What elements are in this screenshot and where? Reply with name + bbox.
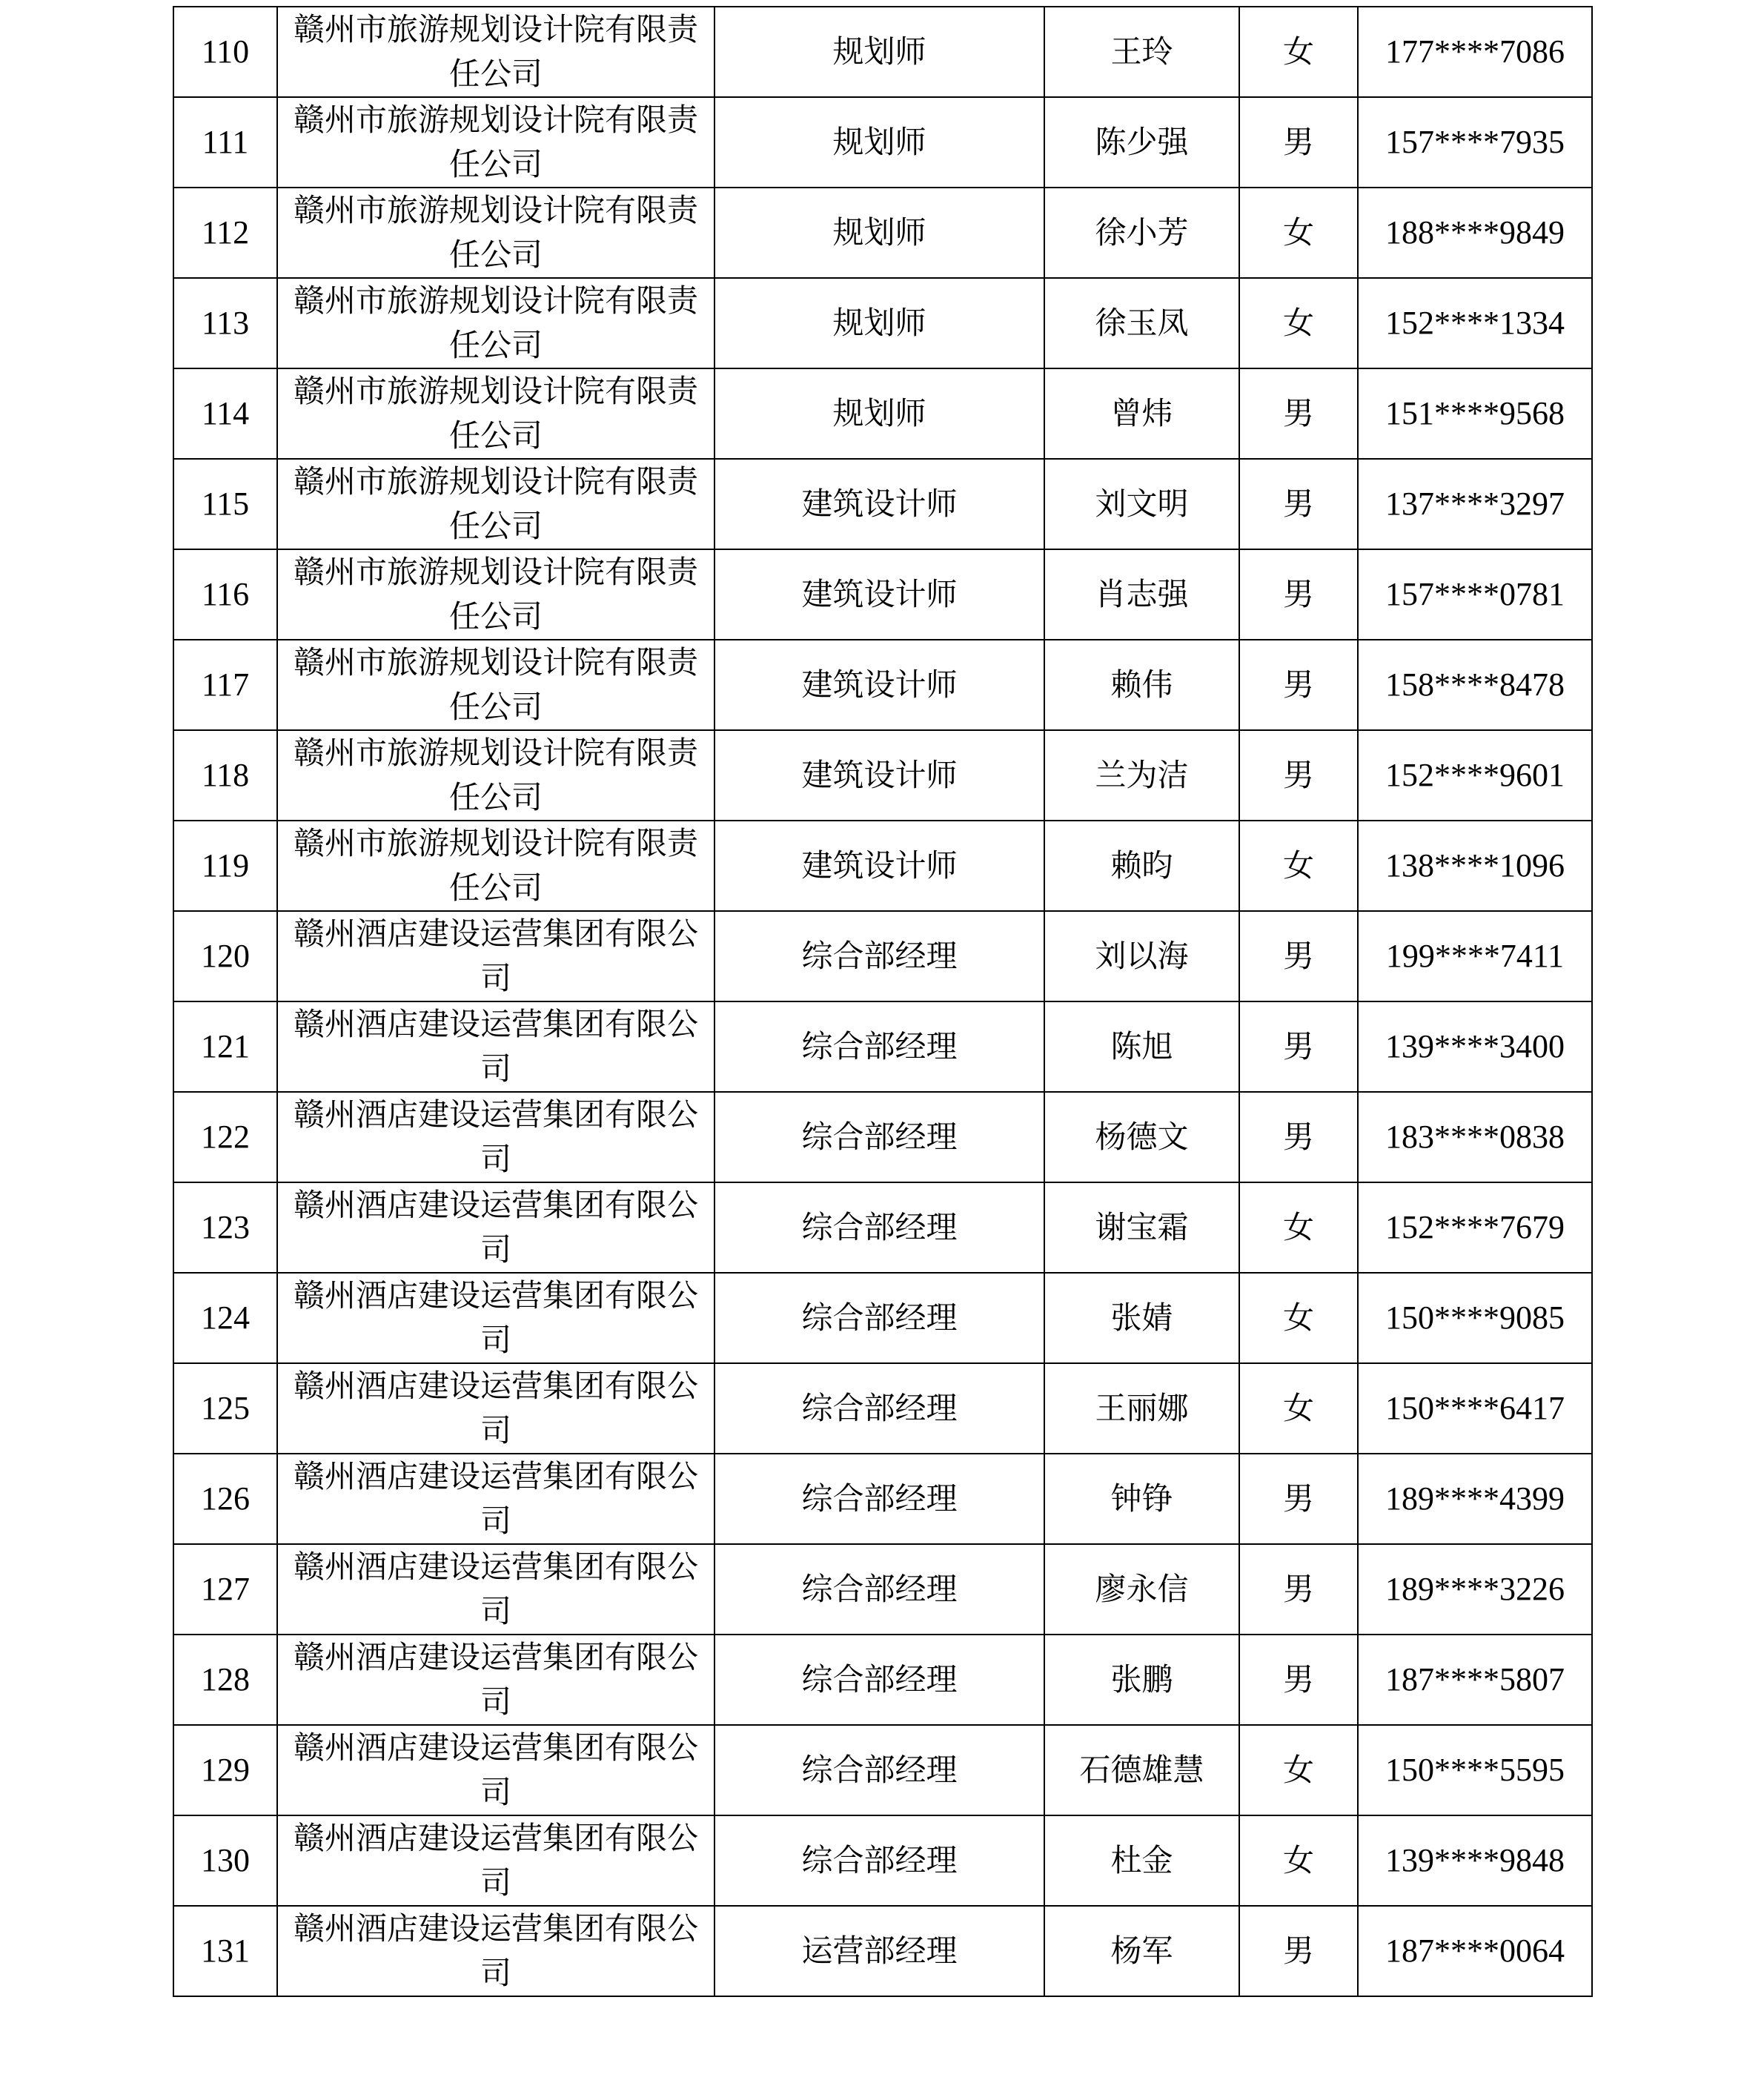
person-name: 谢宝霜: [1044, 1182, 1239, 1273]
table-row: [173, 97, 1592, 188]
phone-number: 152****1334: [1358, 278, 1592, 368]
position-title: 综合部经理: [714, 1815, 1044, 1906]
phone-number: 187****5807: [1358, 1635, 1592, 1725]
employer-name: 赣州酒店建设运营集团有限公司: [277, 1544, 714, 1635]
person-name: 杨军: [1044, 1906, 1239, 1996]
employer-name: 赣州酒店建设运营集团有限公司: [277, 1906, 714, 1996]
gender: 女: [1239, 1273, 1358, 1363]
phone-number: 150****6417: [1358, 1363, 1592, 1454]
position-title: 综合部经理: [714, 1363, 1044, 1454]
employer-name: 赣州酒店建设运营集团有限公司: [277, 911, 714, 1001]
table-row: [173, 459, 1592, 549]
position-title: 综合部经理: [714, 1092, 1044, 1182]
row-number: 124: [173, 1273, 277, 1363]
employer-name: 赣州酒店建设运营集团有限公司: [277, 1001, 714, 1092]
gender: 男: [1239, 1454, 1358, 1544]
person-name: 王丽娜: [1044, 1363, 1239, 1454]
row-number: 117: [173, 640, 277, 730]
person-name: 兰为洁: [1044, 730, 1239, 821]
person-name: 刘文明: [1044, 459, 1239, 549]
table-row: [173, 1906, 1592, 1996]
phone-number: 150****5595: [1358, 1725, 1592, 1815]
employer-name: 赣州市旅游规划设计院有限责任公司: [277, 7, 714, 97]
employer-name: 赣州酒店建设运营集团有限公司: [277, 1363, 714, 1454]
phone-number: 183****0838: [1358, 1092, 1592, 1182]
person-name: 刘以海: [1044, 911, 1239, 1001]
gender: 女: [1239, 1815, 1358, 1906]
phone-number: 157****0781: [1358, 549, 1592, 640]
table-row: [173, 640, 1592, 730]
table-row: [173, 549, 1592, 640]
row-number: 115: [173, 459, 277, 549]
row-number: 111: [173, 97, 277, 188]
table-row: [173, 911, 1592, 1001]
employer-name: 赣州酒店建设运营集团有限公司: [277, 1273, 714, 1363]
row-number: 129: [173, 1725, 277, 1815]
gender: 女: [1239, 1725, 1358, 1815]
table-row: [173, 1725, 1592, 1815]
position-title: 建筑设计师: [714, 821, 1044, 911]
position-title: 规划师: [714, 368, 1044, 459]
employer-name: 赣州酒店建设运营集团有限公司: [277, 1092, 714, 1182]
row-number: 118: [173, 730, 277, 821]
row-number: 116: [173, 549, 277, 640]
person-name: 王玲: [1044, 7, 1239, 97]
person-name: 曾炜: [1044, 368, 1239, 459]
gender: 男: [1239, 1906, 1358, 1996]
roster-table: [173, 6, 1593, 1997]
phone-number: 158****8478: [1358, 640, 1592, 730]
person-name: 徐玉凤: [1044, 278, 1239, 368]
person-name: 廖永信: [1044, 1544, 1239, 1635]
gender: 男: [1239, 730, 1358, 821]
employer-name: 赣州酒店建设运营集团有限公司: [277, 1454, 714, 1544]
person-name: 石德雄慧: [1044, 1725, 1239, 1815]
person-name: 杨德文: [1044, 1092, 1239, 1182]
row-number: 128: [173, 1635, 277, 1725]
table-row: [173, 730, 1592, 821]
person-name: 陈旭: [1044, 1001, 1239, 1092]
table-row: [173, 278, 1592, 368]
employer-name: 赣州酒店建设运营集团有限公司: [277, 1725, 714, 1815]
phone-number: 157****7935: [1358, 97, 1592, 188]
position-title: 综合部经理: [714, 1001, 1044, 1092]
table-row: [173, 1454, 1592, 1544]
employer-name: 赣州市旅游规划设计院有限责任公司: [277, 549, 714, 640]
gender: 男: [1239, 1092, 1358, 1182]
position-title: 规划师: [714, 278, 1044, 368]
row-number: 125: [173, 1363, 277, 1454]
position-title: 综合部经理: [714, 1544, 1044, 1635]
phone-number: 137****3297: [1358, 459, 1592, 549]
position-title: 建筑设计师: [714, 459, 1044, 549]
table-row: [173, 368, 1592, 459]
gender: 女: [1239, 1182, 1358, 1273]
position-title: 规划师: [714, 188, 1044, 278]
table-row: [173, 7, 1592, 97]
employer-name: 赣州酒店建设运营集团有限公司: [277, 1182, 714, 1273]
phone-number: 189****4399: [1358, 1454, 1592, 1544]
phone-number: 187****0064: [1358, 1906, 1592, 1996]
employer-name: 赣州市旅游规划设计院有限责任公司: [277, 278, 714, 368]
table-row: [173, 1363, 1592, 1454]
roster-table-body: [173, 7, 1592, 1996]
gender: 女: [1239, 278, 1358, 368]
table-row: [173, 1273, 1592, 1363]
person-name: 张鹏: [1044, 1635, 1239, 1725]
row-number: 127: [173, 1544, 277, 1635]
person-name: 徐小芳: [1044, 188, 1239, 278]
phone-number: 199****7411: [1358, 911, 1592, 1001]
row-number: 112: [173, 188, 277, 278]
row-number: 130: [173, 1815, 277, 1906]
row-number: 120: [173, 911, 277, 1001]
gender: 女: [1239, 188, 1358, 278]
employer-name: 赣州市旅游规划设计院有限责任公司: [277, 368, 714, 459]
person-name: 杜金: [1044, 1815, 1239, 1906]
table-row: [173, 1544, 1592, 1635]
position-title: 综合部经理: [714, 1635, 1044, 1725]
position-title: 建筑设计师: [714, 640, 1044, 730]
position-title: 建筑设计师: [714, 730, 1044, 821]
phone-number: 152****7679: [1358, 1182, 1592, 1273]
row-number: 123: [173, 1182, 277, 1273]
gender: 男: [1239, 368, 1358, 459]
row-number: 119: [173, 821, 277, 911]
position-title: 综合部经理: [714, 1182, 1044, 1273]
phone-number: 139****9848: [1358, 1815, 1592, 1906]
row-number: 126: [173, 1454, 277, 1544]
position-title: 规划师: [714, 7, 1044, 97]
person-name: 肖志强: [1044, 549, 1239, 640]
position-title: 建筑设计师: [714, 549, 1044, 640]
phone-number: 139****3400: [1358, 1001, 1592, 1092]
person-name: 赖昀: [1044, 821, 1239, 911]
table-row: [173, 1001, 1592, 1092]
employer-name: 赣州市旅游规划设计院有限责任公司: [277, 640, 714, 730]
position-title: 运营部经理: [714, 1906, 1044, 1996]
position-title: 规划师: [714, 97, 1044, 188]
position-title: 综合部经理: [714, 1273, 1044, 1363]
gender: 男: [1239, 459, 1358, 549]
gender: 女: [1239, 7, 1358, 97]
gender: 女: [1239, 1363, 1358, 1454]
employer-name: 赣州市旅游规划设计院有限责任公司: [277, 97, 714, 188]
row-number: 131: [173, 1906, 277, 1996]
employer-name: 赣州酒店建设运营集团有限公司: [277, 1635, 714, 1725]
person-name: 赖伟: [1044, 640, 1239, 730]
table-row: [173, 188, 1592, 278]
table-row: [173, 1635, 1592, 1725]
gender: 男: [1239, 97, 1358, 188]
phone-number: 150****9085: [1358, 1273, 1592, 1363]
phone-number: 189****3226: [1358, 1544, 1592, 1635]
phone-number: 177****7086: [1358, 7, 1592, 97]
person-name: 陈少强: [1044, 97, 1239, 188]
table-row: [173, 821, 1592, 911]
gender: 男: [1239, 1544, 1358, 1635]
gender: 女: [1239, 821, 1358, 911]
position-title: 综合部经理: [714, 1454, 1044, 1544]
row-number: 121: [173, 1001, 277, 1092]
employer-name: 赣州市旅游规划设计院有限责任公司: [277, 459, 714, 549]
employer-name: 赣州酒店建设运营集团有限公司: [277, 1815, 714, 1906]
row-number: 110: [173, 7, 277, 97]
document-page: [173, 6, 1591, 2071]
table-row: [173, 1815, 1592, 1906]
gender: 男: [1239, 1635, 1358, 1725]
employer-name: 赣州市旅游规划设计院有限责任公司: [277, 188, 714, 278]
position-title: 综合部经理: [714, 1725, 1044, 1815]
person-name: 钟铮: [1044, 1454, 1239, 1544]
gender: 男: [1239, 549, 1358, 640]
gender: 男: [1239, 1001, 1358, 1092]
row-number: 122: [173, 1092, 277, 1182]
phone-number: 188****9849: [1358, 188, 1592, 278]
row-number: 113: [173, 278, 277, 368]
phone-number: 151****9568: [1358, 368, 1592, 459]
employer-name: 赣州市旅游规划设计院有限责任公司: [277, 821, 714, 911]
phone-number: 138****1096: [1358, 821, 1592, 911]
employer-name: 赣州市旅游规划设计院有限责任公司: [277, 730, 714, 821]
person-name: 张婧: [1044, 1273, 1239, 1363]
table-row: [173, 1092, 1592, 1182]
gender: 男: [1239, 640, 1358, 730]
table-row: [173, 1182, 1592, 1273]
row-number: 114: [173, 368, 277, 459]
gender: 男: [1239, 911, 1358, 1001]
phone-number: 152****9601: [1358, 730, 1592, 821]
position-title: 综合部经理: [714, 911, 1044, 1001]
